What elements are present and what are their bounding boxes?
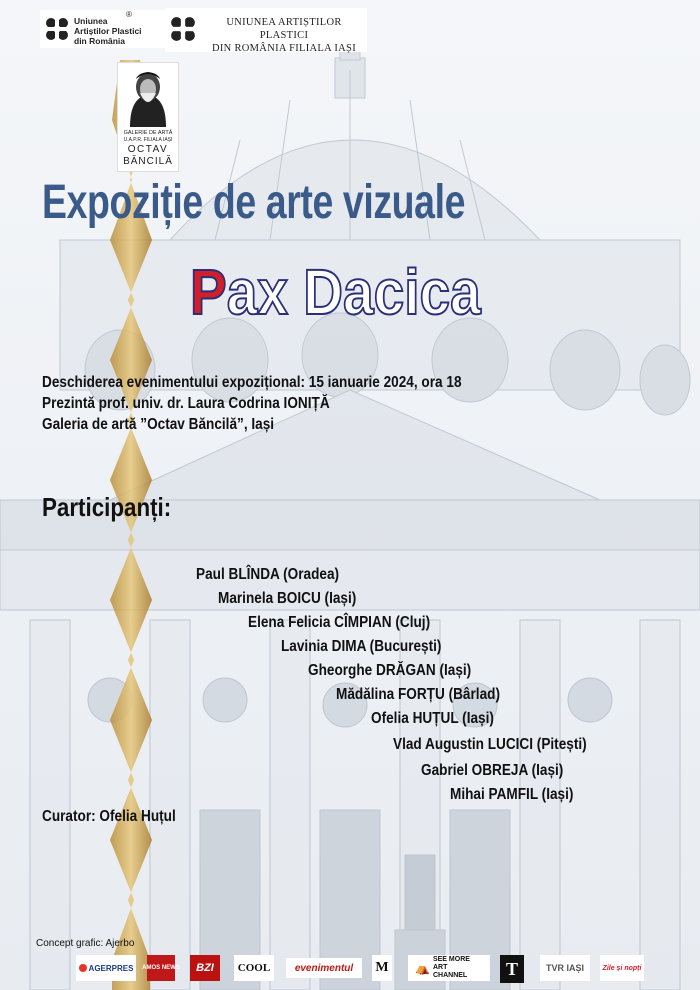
galerie-line-4: BĂNCILĂ (123, 156, 173, 167)
galerie-logo-block (117, 62, 179, 172)
exhibition-name (190, 255, 481, 329)
venue-info: Galeria de artă ”Octav Băncilă”, Iași (42, 416, 275, 433)
sponsor-seemore: ⛺ SEE MORE ART CHANNEL (408, 955, 490, 981)
portrait-icon (124, 67, 172, 127)
participant-item: Gabriel OBREJA (Iași) (421, 762, 564, 779)
sponsor-zile-nopti: Zile și nopți (600, 955, 644, 981)
uap-line-2: Artiștilor Plastici (74, 26, 142, 36)
participant-item: Mihai PAMFIL (Iași) (450, 786, 574, 803)
galerie-line-3: OCTAV (127, 144, 169, 155)
presenter-info: Prezintă prof. univ. dr. Laura Codrina IONIȚĂ (42, 395, 330, 412)
uap-line-3: din România (74, 36, 126, 46)
sponsor-t: T (500, 955, 524, 983)
agerpres-icon (79, 964, 87, 972)
participant-item: Vlad Augustin LUCICI (Pitești) (393, 736, 587, 753)
uap-line-1: Uniunea (74, 16, 108, 26)
participant-item: Paul BLÎNDA (Oradea) (196, 566, 340, 583)
participant-item: Marinela BOICU (Iași) (218, 590, 357, 607)
event-title: Expoziție de arte vizuale (42, 176, 466, 229)
exhibition-name-rest: ax Dacica (226, 256, 481, 328)
sponsor-tvr: TVR IAȘI (540, 955, 590, 981)
sponsor-cool: COOL (234, 955, 274, 981)
exhibition-name-initial: P (190, 256, 227, 328)
telescope-icon: ⛺ (415, 961, 430, 975)
uap-emblem-icon (169, 16, 197, 42)
sponsor-m: M (372, 955, 392, 981)
sponsor-amos: AMOS NEWS (147, 955, 175, 981)
filiala-logo-block (165, 8, 367, 52)
participant-item: Lavinia DIMA (București) (281, 638, 442, 655)
participant-item: Mădălina FORȚU (Bârlad) (336, 686, 500, 703)
participant-item: Elena Felicia CÎMPIAN (Cluj) (248, 614, 431, 631)
sponsor-agerpres: AGERPRES (76, 955, 136, 981)
curator-line: Curator: Ofelia Huțul (42, 808, 176, 825)
galerie-line-1: GALERIE DE ARTĂ (123, 130, 173, 136)
filiala-line-1: UNIUNEA ARTIȘTILOR PLASTICI (226, 17, 342, 41)
galerie-line-2: U.A.P.R. FILIALA IAȘI (123, 137, 173, 143)
participant-item: Gheorghe DRĂGAN (Iași) (308, 662, 472, 679)
sponsor-bzi: BZI (190, 955, 220, 981)
participants-heading: Participanți: (42, 492, 172, 522)
filiala-line-2: DIN ROMÂNIA FILIALA IAȘI (212, 43, 356, 54)
participant-item: Ofelia HUȚUL (Iași) (371, 710, 494, 727)
concept-credit: Concept grafic: Ajerbo (36, 938, 135, 949)
uap-logo-block (40, 10, 165, 48)
opening-info: Deschiderea evenimentului expozițional: 15 ianuarie 2024, ora 18 (42, 374, 462, 391)
sponsor-evenimentul: evenimentul (286, 958, 362, 978)
uap-emblem-icon (44, 17, 70, 41)
registered-mark: ® (126, 10, 132, 19)
